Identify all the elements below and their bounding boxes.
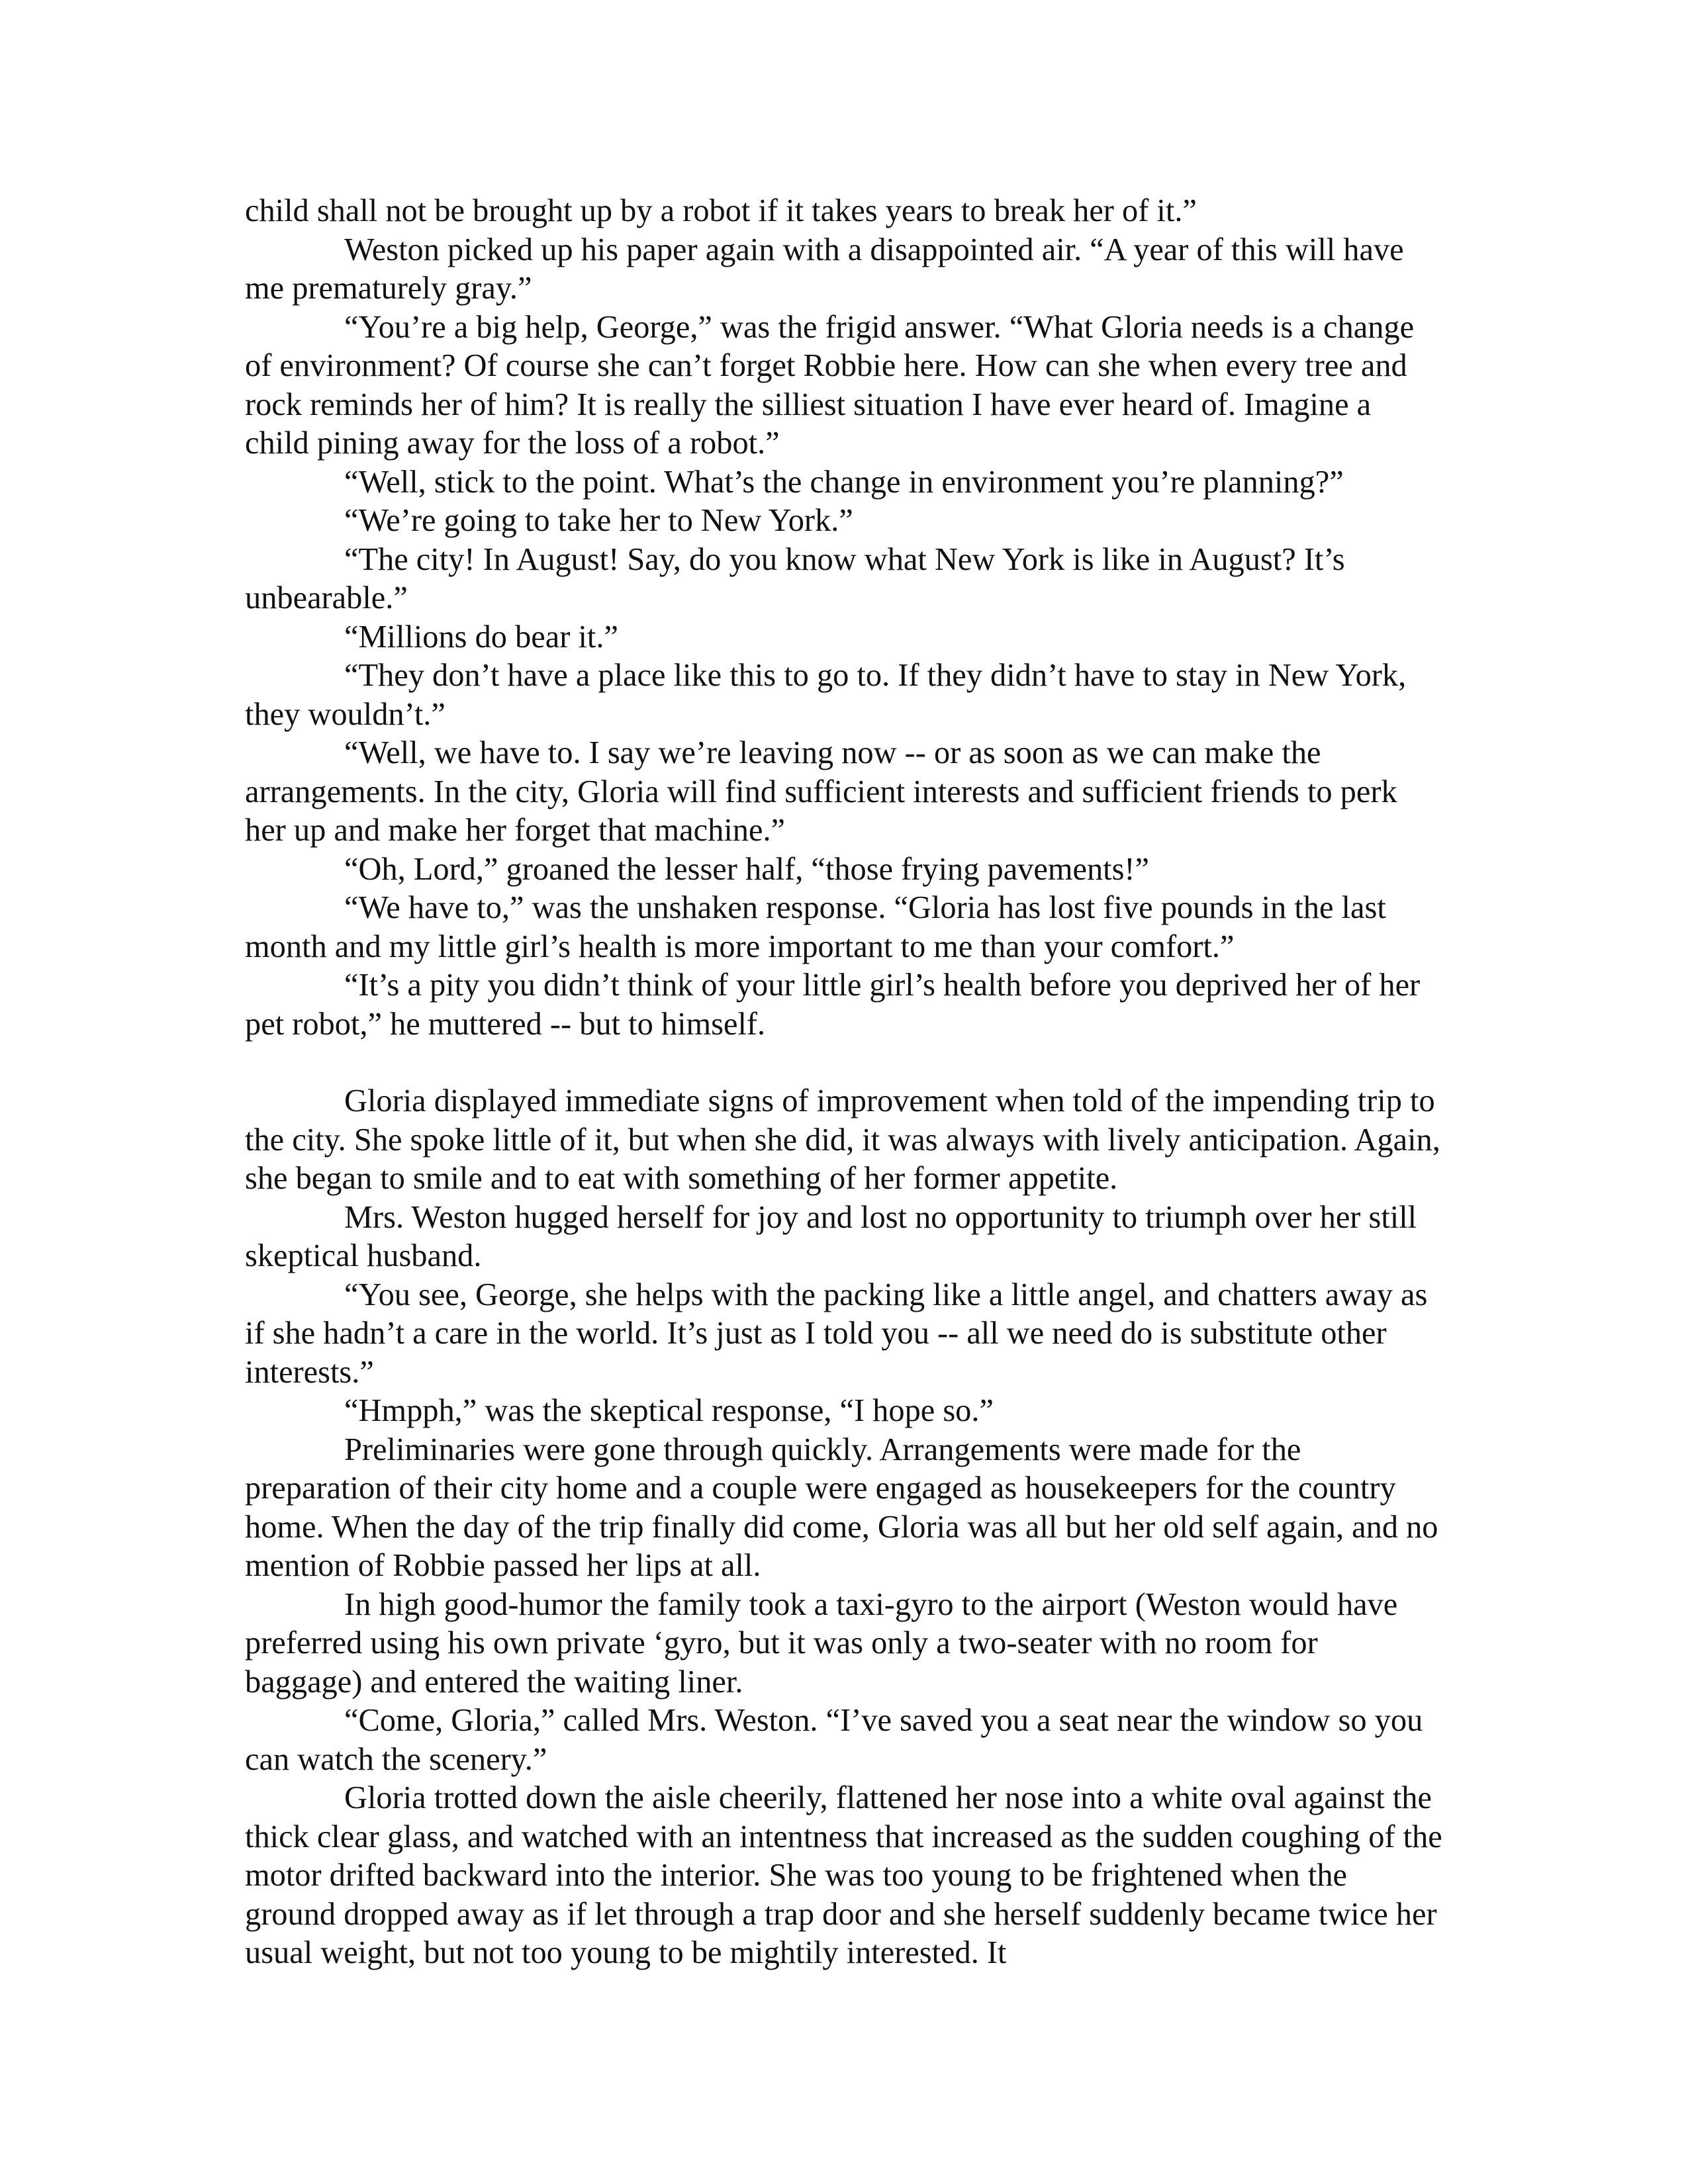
paragraph: “Come, Gloria,” called Mrs. Weston. “I’ve saved you a seat near the window so you can watch the scenery.” — [245, 1703, 1423, 1777]
paragraph: In high good-humor the family took a taxi-gyro to the airport (Weston would have preferred using his own private ‘gyro, but it was only a two-seater with no room for baggage) and entered the waiting liner. — [245, 1586, 1398, 1700]
paragraph: “The city! In August! Say, do you know what New York is like in August? It’s unbearable.” — [245, 541, 1345, 615]
paragraph: “Well, we have to. I say we’re leaving now -- or as soon as we can make the arrangements. In the city, Gloria will find sufficient interests and sufficient friends to perk her up and make her forget that machine.” — [245, 735, 1397, 848]
paragraph: Mrs. Weston hugged herself for joy and lost no opportunity to triumph over her still skeptical husband. — [245, 1199, 1417, 1273]
paragraph: Preliminaries were gone through quickly. Arrangements were made for the preparation of their city home and a couple were engaged as housekeepers for the country home. When the day of the trip finally did come, Gloria was all but her old self again, and no mention of Robbie passed her lips at all. — [245, 1432, 1438, 1583]
document-page — [245, 192, 1443, 1973]
paragraph: “Oh, Lord,” groaned the lesser half, “those frying pavements!” — [344, 851, 1150, 887]
paragraph: “We’re going to take her to New York.” — [344, 503, 853, 538]
paragraph: “It’s a pity you didn’t think of your little girl’s health before you deprived her of her pet robot,” he muttered -- but to himself. — [245, 968, 1421, 1042]
paragraph-section-start: Gloria displayed immediate signs of improvement when told of the impending trip to the city. She spoke little of it, but when she did, it was always with lively anticipation. Again, she began to smile and to eat with something of her former appetite. — [245, 1083, 1440, 1196]
paragraph: Weston picked up his paper again with a disappointed air. “A year of this will have me prematurely gray.” — [245, 232, 1404, 306]
paragraph: “You see, George, she helps with the packing like a little angel, and chatters away as if she hadn’t a care in the world. It’s just as I told you -- all we need do is substitute other interests.” — [245, 1277, 1428, 1390]
paragraph: “Hmpph,” was the skeptical response, “I hope so.” — [344, 1393, 994, 1428]
paragraph: Gloria trotted down the aisle cheerily, flattened her nose into a white oval against the thick clear glass, and watched with an intentness that increased as the sudden coughing of the motor drifted backward into the interior. She was too young to be frightened when the ground dropped away as if let through a trap door and she herself suddenly became twice her usual weight, but not too young to be mightily interested. It — [245, 1780, 1442, 1970]
paragraph-continuation: child shall not be brought up by a robot if it takes years to break her of it.” — [245, 193, 1197, 228]
paragraph: “Millions do bear it.” — [344, 619, 618, 655]
paragraph: “You’re a big help, George,” was the frigid answer. “What Gloria needs is a change of environment? Of course she can’t forget Robbie here. How can she when every tree and rock reminds her of him? It is really the silliest situation I have ever heard of. Imagine a child pining away for the loss of a robot.” — [245, 309, 1415, 461]
paragraph: “Well, stick to the point. What’s the change in environment you’re planning?” — [344, 464, 1344, 500]
paragraph: “They don’t have a place like this to go to. If they didn’t have to stay in New York, they wouldn’t.” — [245, 658, 1407, 732]
paragraph: “We have to,” was the unshaken response. “Gloria has lost five pounds in the last month and my little girl’s health is more important to me than your comfort.” — [245, 890, 1386, 964]
